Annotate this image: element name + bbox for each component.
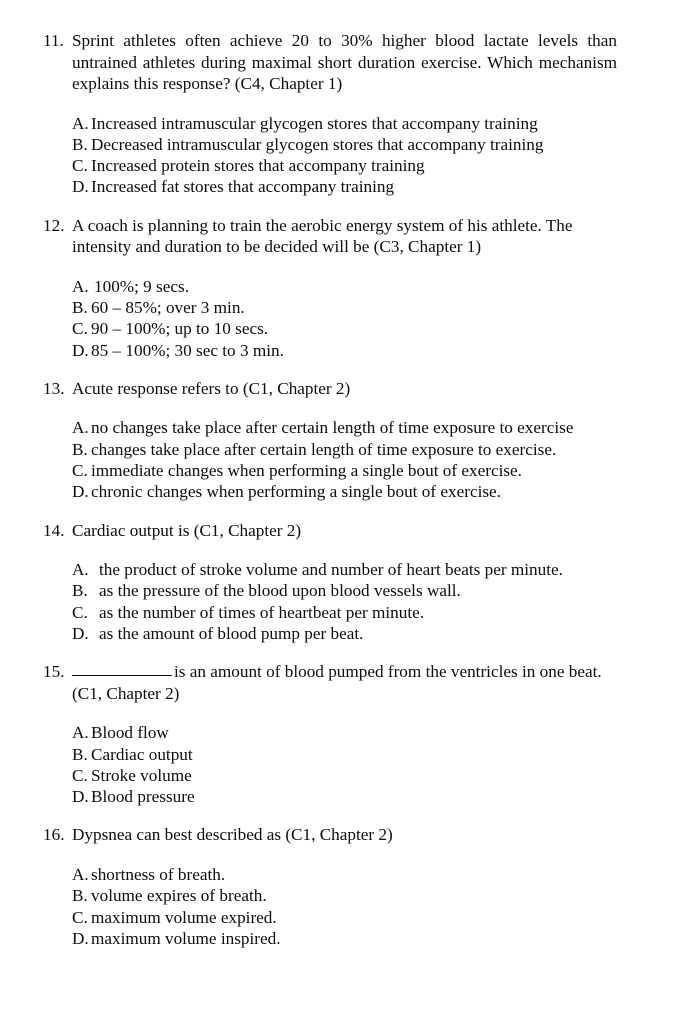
option-letter: A. [72, 276, 89, 296]
question-block [43, 215, 617, 361]
question-heading [43, 520, 617, 542]
question-heading [43, 824, 617, 846]
option-text: no changes take place after certain length of time exposure to exercise [91, 418, 574, 438]
answer-option[interactable] [72, 134, 617, 155]
answer-option[interactable] [72, 864, 617, 885]
question-block [43, 661, 617, 807]
answer-option[interactable] [72, 602, 617, 623]
option-text: as the amount of blood pump per beat. [99, 623, 364, 643]
option-text: changes take place after certain length of time exposure to exercise. [91, 439, 557, 459]
answer-option[interactable] [72, 786, 617, 807]
answer-option[interactable] [72, 460, 617, 481]
option-text: 60 – 85%; over 3 min. [91, 297, 245, 317]
option-text: 100%; 9 secs. [94, 276, 189, 296]
option-letter: C. [72, 460, 88, 480]
question-text [72, 661, 617, 704]
option-text: Cardiac output [91, 744, 193, 764]
question-number: 16. [43, 825, 65, 845]
question-heading [43, 378, 617, 400]
option-text: 90 – 100%; up to 10 secs. [91, 319, 269, 339]
option-text: as the number of times of heartbeat per minute. [99, 602, 425, 622]
option-letter: C. [72, 319, 88, 339]
answer-option[interactable] [72, 481, 617, 502]
option-letter: D. [72, 340, 89, 360]
answer-option[interactable] [72, 765, 617, 786]
option-letter: A. [72, 418, 89, 438]
option-letter: C. [72, 907, 88, 927]
option-letter: C. [72, 156, 88, 176]
option-letter: C. [72, 765, 88, 785]
option-text: Stroke volume [91, 765, 192, 785]
question-heading [43, 30, 617, 95]
answer-option[interactable] [72, 439, 617, 460]
option-letter: D. [72, 177, 89, 197]
answer-option[interactable] [72, 417, 617, 438]
question-number: 15. [43, 662, 65, 682]
answer-option[interactable] [72, 928, 617, 949]
question-number: 13. [43, 378, 65, 398]
option-text: Increased protein stores that accompany training [91, 156, 425, 176]
answer-option[interactable] [72, 885, 617, 906]
option-letter: A. [72, 113, 89, 133]
question-number: 14. [43, 520, 65, 540]
option-text: the product of stroke volume and number of heart beats per minute. [99, 560, 563, 580]
answer-option[interactable] [72, 318, 617, 339]
answer-option[interactable] [72, 559, 617, 580]
option-text: Blood pressure [91, 787, 195, 807]
answer-option[interactable] [72, 722, 617, 743]
answer-options [43, 276, 617, 361]
option-letter: D. [72, 787, 89, 807]
answer-options [43, 417, 617, 502]
answer-option[interactable] [72, 276, 617, 297]
question-block [43, 30, 617, 198]
question-block [43, 824, 617, 949]
answer-option[interactable] [72, 176, 617, 197]
option-letter: D. [72, 482, 89, 502]
answer-options [43, 864, 617, 949]
question-text: Sprint athletes often achieve 20 to 30% higher blood lactate levels than untrained athletes during maximal short duration exercise. Which mechanism explains this response? (C4, Chapter 1) [72, 31, 617, 93]
questions-container [43, 30, 617, 949]
option-letter: B. [72, 297, 88, 317]
question-heading [43, 661, 617, 704]
question-number: 12. [43, 215, 65, 235]
option-text: Decreased intramuscular glycogen stores that accompany training [91, 134, 544, 154]
option-text: maximum volume inspired. [91, 928, 281, 948]
question-text: Cardiac output is (C1, Chapter 2) [72, 520, 302, 540]
option-letter: B. [72, 744, 88, 764]
option-letter: B. [72, 134, 88, 154]
answer-option[interactable] [72, 907, 617, 928]
option-text: maximum volume expired. [91, 907, 277, 927]
option-text: Increased fat stores that accompany training [91, 177, 395, 197]
option-letter: C. [72, 602, 88, 622]
question-heading [43, 215, 617, 258]
answer-options [43, 559, 617, 644]
option-text: Increased intramuscular glycogen stores that accompany training [91, 113, 538, 133]
answer-option[interactable] [72, 623, 617, 644]
question-text: Acute response refers to (C1, Chapter 2) [72, 378, 351, 398]
question-number: 11. [43, 31, 64, 50]
option-text: 85 – 100%; 30 sec to 3 min. [91, 340, 284, 360]
question-text-body: is an amount of blood pumped from the ventricles in one beat. (C1, Chapter 2) [72, 662, 602, 703]
answer-options [43, 113, 617, 198]
question-text: Dypsnea can best described as (C1, Chapter 2) [72, 825, 393, 845]
option-letter: B. [72, 439, 88, 459]
option-letter: B. [72, 581, 88, 601]
option-letter: A. [72, 560, 89, 580]
option-letter: D. [72, 623, 89, 643]
question-block [43, 520, 617, 645]
option-letter: A. [72, 864, 89, 884]
answer-options [43, 722, 617, 807]
option-letter: D. [72, 928, 89, 948]
question-text: A coach is planning to train the aerobic energy system of his athlete. The intensity and duration to be decided will be (C3, Chapter 1) [72, 215, 573, 257]
fill-in-blank [72, 675, 172, 676]
option-text: chronic changes when performing a single bout of exercise. [91, 482, 501, 502]
option-text: as the pressure of the blood upon blood vessels wall. [99, 581, 461, 601]
option-text: Blood flow [91, 723, 169, 743]
option-letter: B. [72, 886, 88, 906]
option-text: shortness of breath. [91, 864, 226, 884]
option-letter: A. [72, 723, 89, 743]
answer-option[interactable] [72, 113, 617, 134]
question-block [43, 378, 617, 503]
answer-option[interactable] [72, 297, 617, 318]
answer-option[interactable] [72, 744, 617, 765]
option-text: immediate changes when performing a single bout of exercise. [91, 460, 522, 480]
option-text: volume expires of breath. [91, 886, 267, 906]
answer-option[interactable] [72, 580, 617, 601]
answer-option[interactable] [72, 155, 617, 176]
answer-option[interactable] [72, 340, 617, 361]
